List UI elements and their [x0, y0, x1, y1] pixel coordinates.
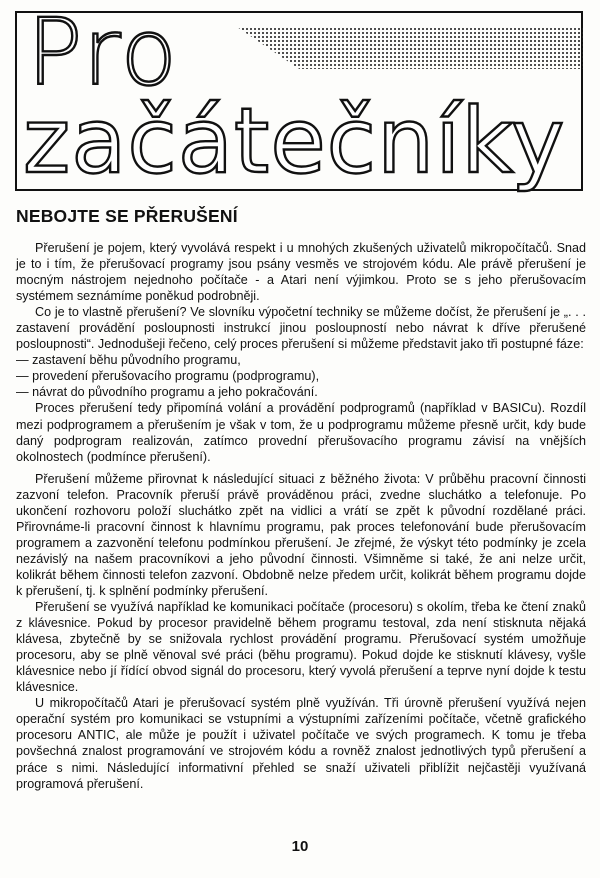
paragraph: Přerušení je pojem, který vyvolává respekt i u mnohých zkušených uživatelů mikropočítačů. Snad je to i tím, že přerušovací programy jsou psány vesměs ve strojovém kódu. Ale právě přerušení je mocným nástrojem nejednoho počítače - a Atari není výjimkou. Proto se s jeho přerušovacím systémem seznámíme poněkud podrobněji.: [16, 241, 586, 304]
list-item: — zastavení běhu původního programu,: [16, 352, 586, 368]
list-item: — provedení přerušovacího programu (podprogramu),: [16, 368, 586, 384]
paragraph: Přerušení můžeme přirovnat k následující situaci z běžného života: V průběhu pracovní činnosti zazvoní telefon. Pracovník přeruší právě prováděnou práci, zvedne sluchátko a telefonuje. Po ukončení rozhovoru položí sluchátko zpět na vidlici a vrátí se zpět k původní rozdělané práci. Přirovnáme-li pracovní činnost k hlavnímu programu, pak proces telefonování bude přerušovacím programem a zazvonění telefonu podmínkou přerušení. Je zřejmé, že výskyt této podmínky je zcela nezávislý na našem pracovníkovi a jeho původní činnosti. Všimněme si také, že ani nelze určit, kolikrát během činnosti telefon zazvoní. Obdobně nelze předem určit, kolikrát během programu dojde k přerušení, tj. k splnění podmínky přerušení.: [16, 471, 586, 598]
page-number: 10: [291, 838, 309, 855]
list-item: — návrat do původního programu a jeho pokračování.: [16, 384, 586, 400]
paragraph: Proces přerušení tedy připomíná volání a provádění podprogramů (například v BASICu). Rozdíl mezi podprogramem a přerušením je však v tom, že u podprogramu můžeme přesně určit, kdy bude daný podprogram realizován, zatímco provední přerušovacího programu závisí na vnějších okolnostech (podmínce přerušení).: [16, 401, 586, 464]
article-body: [16, 240, 586, 792]
masthead-line-1: Pro: [27, 0, 179, 106]
masthead-line-2: začátečníky: [23, 89, 566, 194]
masthead: [15, 0, 583, 194]
paragraph: Co je to vlastně přerušení? Ve slovníku výpočetní techniky se můžeme dočíst, že přerušení je „. . . zastavení provádění posloupnosti instrukcí jinou posloupností nebo návrat k dříve přerušené posloupnosti“. Jednodušeji řečeno, celý proces přerušení si můžeme představit jako tři postupné fáze:: [16, 305, 586, 352]
halftone-pattern: [237, 27, 583, 69]
article-heading: NEBOJTE SE PŘERUŠENÍ: [16, 206, 238, 226]
paragraph: U mikropočítačů Atari je přerušovací systém plně využíván. Tři úrovně přerušení využívá nejen operační systém pro komunikaci se vstupními a výstupními zařízeními počítače, včetně grafického procesoru ANTIC, ale může je použít i uživatel počítače ve svých programech. K tomu je třeba povšechná znalost programování ve strojovém kódu a rovněž znalost jednotlivých typů přerušení a práce s nimi. Následující informativní přehled se snaží uživateli přiblížit nejčastěji využívaná programová přerušení.: [16, 696, 586, 791]
paragraph: Přerušení se využívá například ke komunikaci počítače (procesoru) s okolím, třeba ke čtení znaků z klávesnice. Pokud by procesor pravidelně během programu testoval, zda není stisknuta nějaká klávesa, zbytečně by se snižovala rychlost provádění programu. Přerušovací systém umožňuje procesoru, aby se plně věnoval své práci (běhu programu). Pokud dojde ke stisknutí klávesy, vyšle klávesnice nebo jí řídící obvod signál do procesoru, který vyvolá přerušení a teprve nyní dojde k testu klávesnice.: [16, 600, 586, 695]
phase-list: [16, 352, 586, 400]
